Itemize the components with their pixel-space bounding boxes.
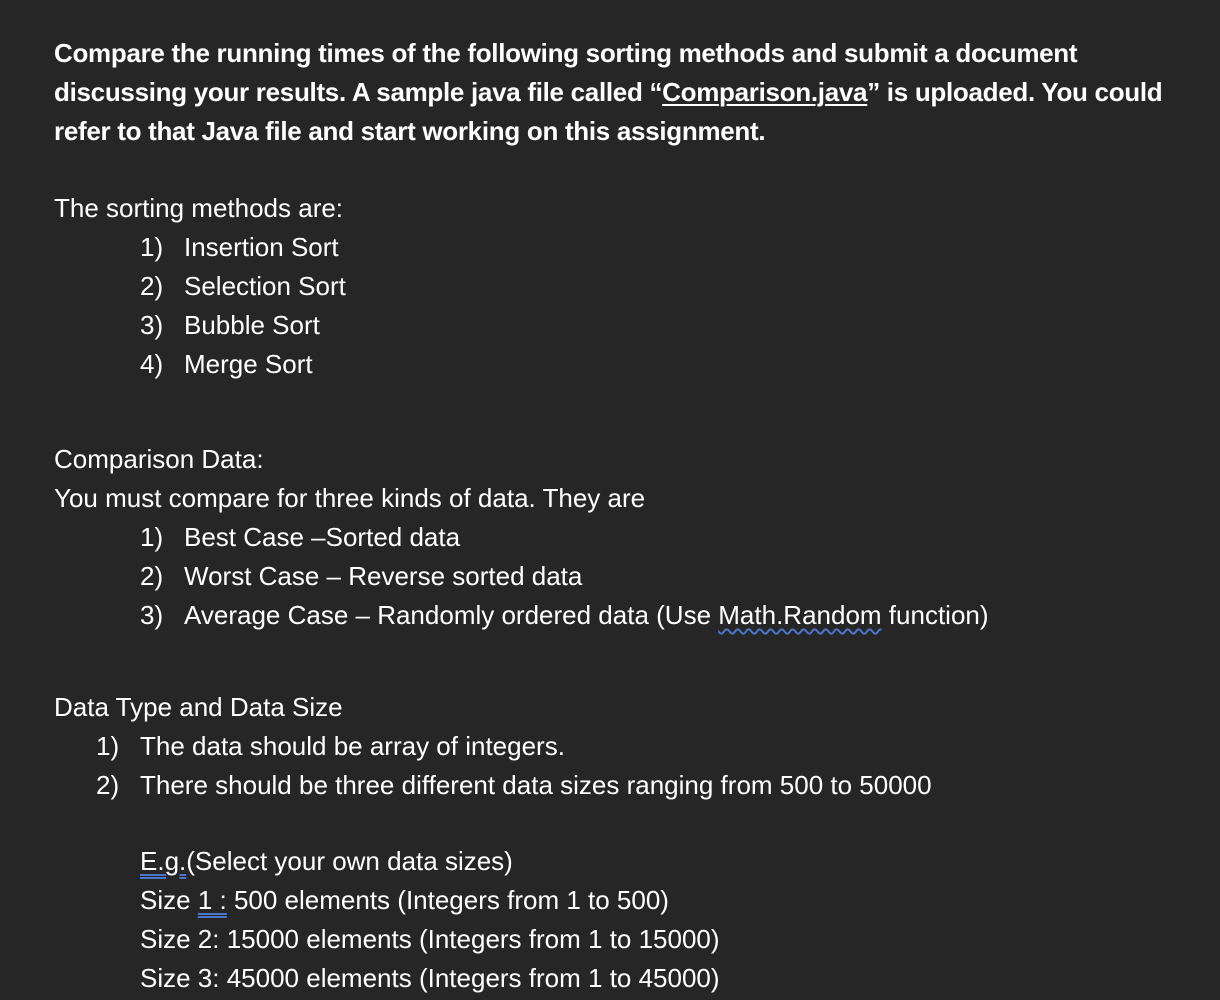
list-item: 2) Worst Case – Reverse sorted data xyxy=(140,561,583,591)
example-size-3: Size 3: 45000 elements (Integers from 1 to 45000) xyxy=(140,963,720,993)
example-size-1: Size 1 : 500 elements (Integers from 1 to 500) xyxy=(140,885,669,915)
example-heading: E.g.(Select your own data sizes) xyxy=(140,846,513,876)
example-size-2: Size 2: 15000 elements (Integers from 1 to 15000) xyxy=(140,924,720,954)
datatype-list xyxy=(54,727,1194,805)
intro-text-before: Compare the running times of the following sorting methods and submit a document discussing your results. A sample java file called “ xyxy=(54,38,1078,107)
list-item: 1) The data should be array of integers. xyxy=(96,731,565,761)
list-item: 1) Insertion Sort xyxy=(140,232,339,262)
sample-filename: Comparison.java xyxy=(662,77,868,107)
list-item: 1) Best Case –Sorted data xyxy=(140,522,461,552)
sorting-heading: The sorting methods are: xyxy=(54,193,344,223)
intro-paragraph xyxy=(54,34,1194,151)
math-random-code: Math.Random xyxy=(718,600,882,630)
document-body xyxy=(54,34,1194,998)
comparison-heading: Comparison Data: xyxy=(54,444,264,474)
comparison-data-list xyxy=(54,518,1194,635)
comparison-subheading: You must compare for three kinds of data. They are xyxy=(54,483,646,513)
list-item: 3) Average Case – Randomly ordered data (Use Math.Random function) xyxy=(140,600,989,630)
eg-abbrev: E.g. xyxy=(140,846,187,876)
example-block xyxy=(54,842,1194,998)
list-item: 3) Bubble Sort xyxy=(140,310,320,340)
datatype-heading: Data Type and Data Size xyxy=(54,692,343,722)
list-item: 2) Selection Sort xyxy=(140,271,346,301)
intro-text-after: ” is uploaded. You could refer to that Java file and start working on this assignment. xyxy=(54,77,1163,146)
sorting-methods-list xyxy=(54,228,1194,384)
list-item: 2) There should be three different data sizes ranging from 500 to 50000 xyxy=(96,770,932,800)
size1-marker: 1 : xyxy=(197,885,227,915)
list-item: 4) Merge Sort xyxy=(140,349,313,379)
